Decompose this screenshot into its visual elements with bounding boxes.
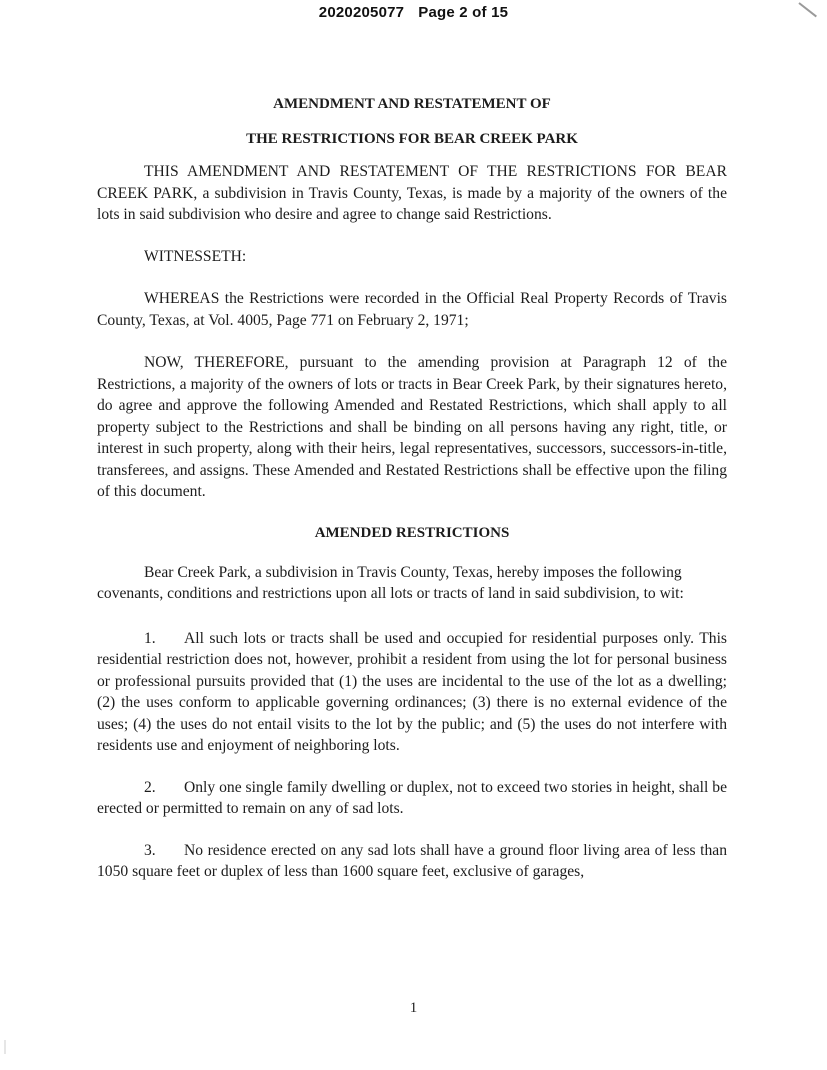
restriction-item-2 [97, 777, 727, 820]
witnesseth-label: WITNESSETH: [144, 247, 247, 265]
whereas-paragraph: WHEREAS the Restrictions were recorded in the Official Real Property Records of Travis County, Texas, at Vol. 4005, Page 771 on February 2, 1971; [97, 290, 727, 329]
scan-artifact [4, 1040, 6, 1054]
page-number: 1 [409, 1000, 418, 1016]
preamble-paragraph: Bear Creek Park, a subdivision in Travis County, Texas, hereby imposes the following covenants, conditions and restrictions upon all lots or tracts of land in said subdivision, to wit: [97, 563, 684, 602]
document-title-line-2: THE RESTRICTIONS FOR BEAR CREEK PARK [246, 131, 578, 147]
item-text: Only one single family dwelling or duplex, not to exceed two stories in height, shall be erected or permitted to remain on any of sad lots. [97, 778, 727, 817]
recording-header [0, 4, 827, 21]
restriction-item-1 [97, 628, 727, 757]
page-indicator: Page 2 of 15 [418, 4, 509, 21]
item-number: 1. [144, 629, 156, 647]
intro-paragraph: THIS AMENDMENT AND RESTATEMENT OF THE RESTRICTIONS FOR BEAR CREEK PARK, a subdivision in Travis County, Texas, is made by a majority of the owners of the lots in said subdivision who desire and agree to change said Restrictions. [97, 163, 727, 223]
item-text: No residence erected on any sad lots shall have a ground floor living area of less than 1050 square feet or duplex of less than 1600 square feet, exclusive of garages, [97, 841, 727, 880]
section-heading: AMENDED RESTRICTIONS [314, 524, 510, 541]
document-number: 2020205077 [318, 4, 405, 21]
item-text: All such lots or tracts shall be used and occupied for residential purposes only. This residential restriction does not, however, prohibit a resident from using the lot for personal business or professional pursuits provided that (1) the uses are incidental to the use of the lot as a dwelling; (2) the uses conform to applicable governing ordinances; (3) there is no external evidence of the uses; (4) the uses do not entail visits to the lot by the public; and (5) the uses do not interfere with residents use and enjoyment of neighboring lots. [97, 629, 727, 754]
item-number: 2. [144, 778, 156, 796]
document-page [97, 88, 727, 883]
document-title-line-1: AMENDMENT AND RESTATEMENT OF [273, 96, 551, 112]
item-number: 3. [144, 841, 156, 859]
restriction-item-3 [97, 840, 727, 883]
now-therefore-paragraph: NOW, THEREFORE, pursuant to the amending provision at Paragraph 12 of the Restrictions, a majority of the owners of lots or tracts in Bear Creek Park, by their signatures hereto, do agree and approve the following Amended and Restated Restrictions, which shall apply to all property subject to the Restrictions and shall be binding on all persons having any right, title, or interest in such property, along with their heirs, legal representatives, successors, successors-in-title, transferees, and assigns. These Amended and Restated Restrictions shall be effective upon the filing of this document. [97, 354, 727, 500]
